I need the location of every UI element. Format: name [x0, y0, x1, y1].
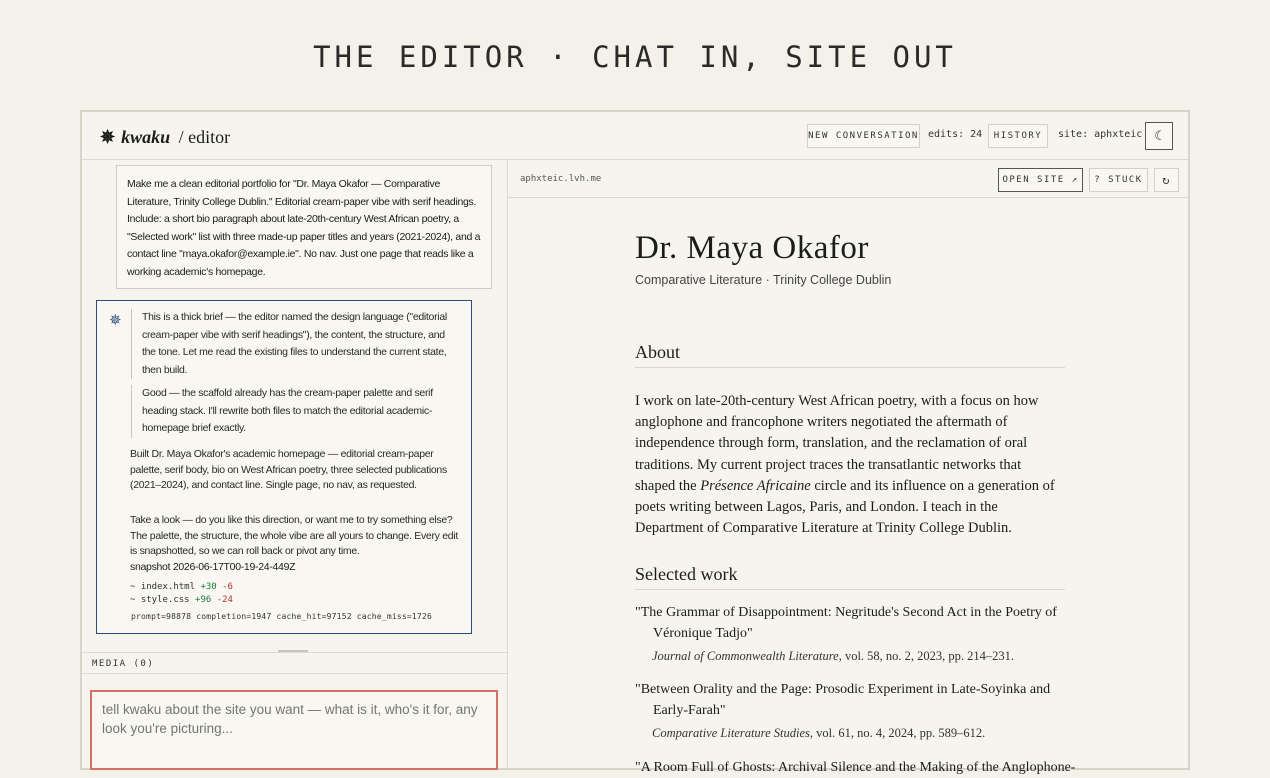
history-button[interactable]: HISTORY — [988, 124, 1048, 148]
preview-url: aphxteic.lvh.me — [520, 174, 602, 184]
site-name-heading: Dr. Maya Okafor — [635, 230, 869, 266]
diff-deletions: -6 — [222, 582, 233, 592]
editor-window — [80, 110, 1190, 775]
assistant-avatar-icon: ✵ — [109, 312, 122, 329]
site-name: aphxteic — [1094, 129, 1143, 140]
publication-item — [635, 679, 1065, 744]
assistant-followup: Take a look — do you like this direction, or want me to try something else? The palette, the structure, the whole vibe are all yours to change. Every edit is snapshotted, so we can roll back or pivot any time. — [130, 514, 458, 557]
chat-panel — [82, 160, 508, 768]
token-usage: prompt=98878 completion=1947 cache_hit=97152 cache_miss=1726 — [131, 612, 432, 621]
publication-journal: Comparative Literature Studies — [652, 726, 810, 740]
publication-title: "Between Orality and the Page: Prosodic Experiment in Late-Soyinka and Early-Farah" — [635, 682, 1051, 718]
diff-file: ~ index.html — [130, 582, 196, 592]
publication-venue — [635, 723, 1065, 744]
media-attachments[interactable]: MEDIA (0) — [82, 652, 507, 674]
publication-journal: Journal of Commonwealth Literature — [652, 649, 839, 663]
dark-mode-toggle[interactable] — [1145, 122, 1173, 150]
stuck-button[interactable]: ? STUCK — [1089, 168, 1148, 192]
assistant-summary: Built Dr. Maya Okafor's academic homepage — editorial cream-paper palette, serif body, bio on West African poetry, three selected publications (2021–2024), and contact line. Single page, no nav, as requested. — [130, 448, 447, 491]
open-site-button[interactable]: OPEN SITE ↗ — [998, 168, 1083, 192]
logo — [100, 127, 230, 148]
publication-venue — [635, 646, 1065, 667]
topbar — [82, 112, 1188, 160]
publication-item — [635, 757, 1076, 778]
selected-work-heading: Selected work — [635, 564, 1065, 590]
site-label: site: — [1058, 129, 1089, 140]
thought-block: This is a thick brief — the editor named the design language ("editorial cream-paper vibe with serif headings"), the content, the structure, and the tone. Let me read the existing files to understand the current state, then build. — [131, 309, 451, 379]
new-conversation-button[interactable]: NEW CONVERSATION — [807, 124, 920, 148]
about-paragraph — [635, 391, 1065, 539]
edits-label: edits: — [928, 129, 965, 140]
preview-panel — [508, 160, 1188, 775]
edits-count: 24 — [970, 129, 983, 140]
diff-additions: +30 — [200, 582, 217, 592]
refresh-icon[interactable]: ↻ — [1154, 168, 1179, 192]
snapshot-id: snapshot 2026-06-17T00-19-24-449Z — [130, 561, 296, 573]
hero-title: THE EDITOR · CHAT IN, SITE OUT — [313, 40, 957, 74]
publication-item — [635, 602, 1065, 667]
edits-counter — [928, 129, 982, 140]
preview-toolbar — [508, 160, 1188, 198]
publication-details: , vol. 61, no. 4, 2024, pp. 589–612. — [809, 726, 986, 740]
chat-input[interactable] — [90, 690, 498, 770]
site-preview — [635, 230, 1076, 775]
about-heading: About — [635, 342, 1065, 368]
publication-details: , vol. 58, no. 2, 2023, pp. 214–231. — [838, 649, 1015, 663]
diff-file: ~ style.css — [130, 595, 190, 605]
diff-line — [130, 582, 233, 592]
about-text: I work on late-20th-century West African poetry, with a focus on how anglophone and francophone writers negotiated the aftermath of independence through form, translation, and the reclamation of oral traditions. My current project traces the transatlantic networks that shaped the — [635, 393, 1039, 494]
logo-name: kwaku — [121, 127, 171, 147]
user-message: Make me a clean editorial portfolio for "Dr. Maya Okafor — Comparative Literature, Trinity College Dublin." Editorial cream-paper vibe with serif headings. Include: a short bio paragraph about late-20th-century West African poetry, a "Selected work" list with three made-up paper titles and years (2021-2024), and a contact line "maya.okafor@example.ie". No nav. Just one page that reads like a working academic's homepage. — [116, 165, 492, 289]
about-emphasis: Présence Africaine — [700, 477, 811, 494]
logo-path: / editor — [178, 127, 231, 147]
publication-title: "The Grammar of Disappointment: Negritude's Second Act in the Poetry of Véronique Tadjo" — [635, 605, 1057, 641]
publication-title: "A Room Full of Ghosts: Archival Silence and the Making of the Anglophone- — [635, 760, 1076, 775]
moon-icon: ☾ — [1154, 128, 1164, 144]
site-indicator — [1058, 129, 1142, 140]
diff-additions: +96 — [195, 595, 212, 605]
diff-deletions: -24 — [216, 595, 233, 605]
asterisk-logo-icon: ✵ — [100, 127, 116, 147]
thought-block: Good — the scaffold already has the cream-paper palette and serif heading stack. I'll rewrite both files to match the editorial academic-homepage brief exactly. — [131, 385, 451, 438]
about-text: circle and its influence on a generation of poets writing between Lagos, Paris, and London. I teach in the Department of Comparative Literature at Trinity College Dublin. — [635, 477, 1055, 537]
assistant-message — [96, 300, 472, 634]
diff-line — [130, 595, 233, 605]
site-subtitle: Comparative Literature · Trinity College Dublin — [635, 273, 892, 287]
